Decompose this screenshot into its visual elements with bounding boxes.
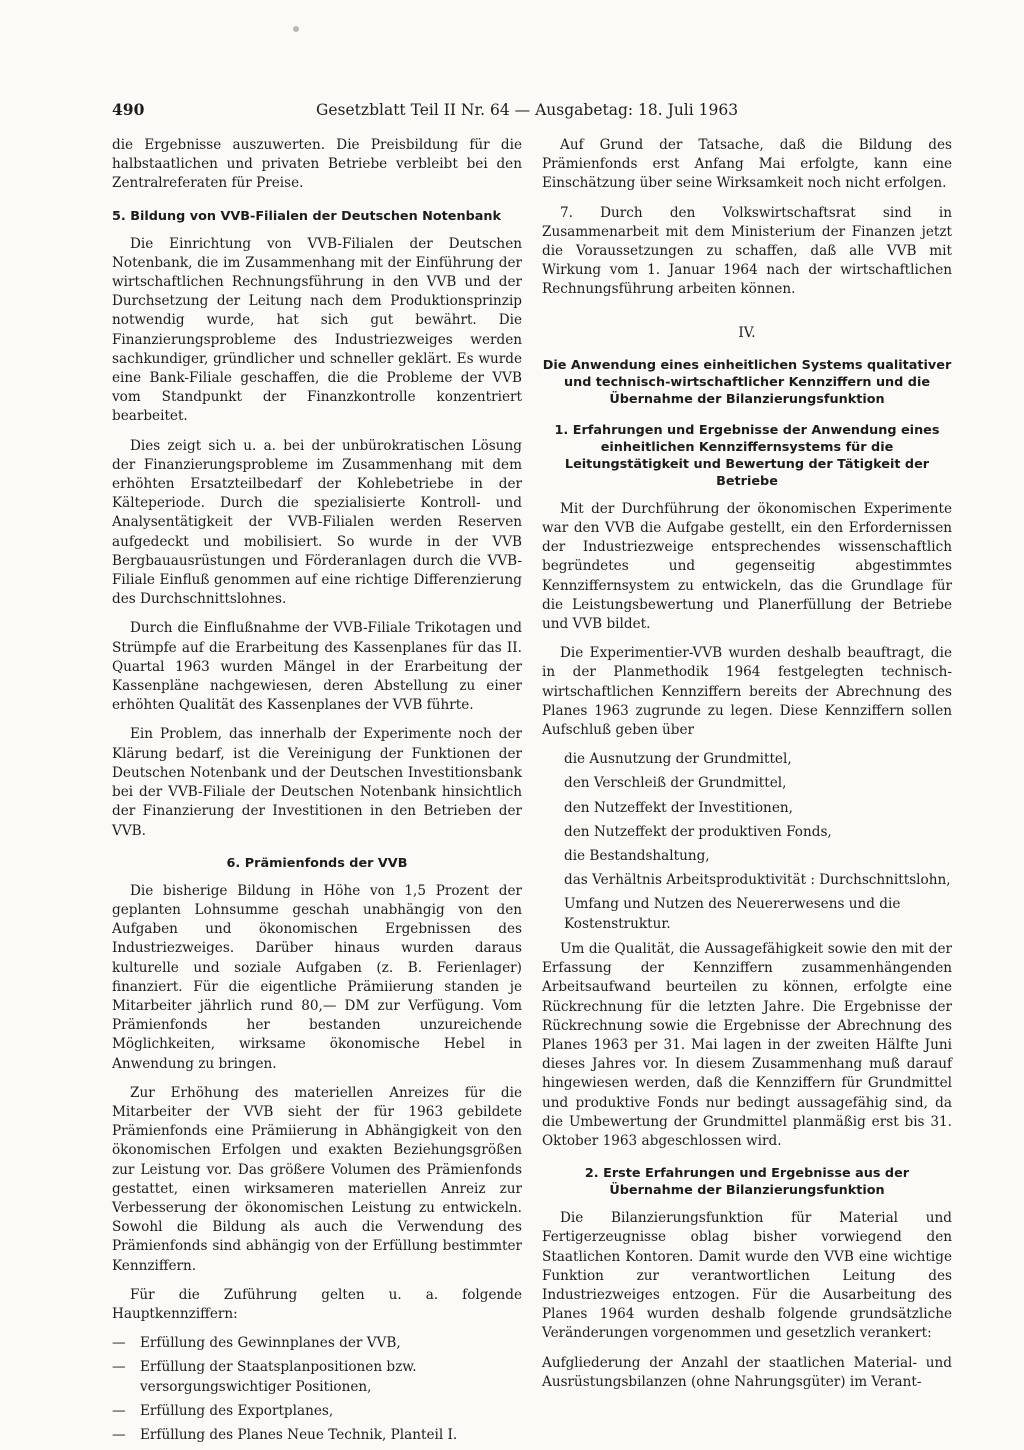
list-item-text: Erfüllung der Staatsplanpositionen bzw. versorgungswichtiger Positionen,	[140, 1359, 417, 1395]
list-item: das Verhältnis Arbeitsproduktivität : Durchschnittslohn,	[564, 872, 951, 889]
right-column	[542, 136, 952, 1402]
section-heading-5: 5. Bildung von VVB-Filialen der Deutschen Notenbank	[112, 208, 501, 224]
list-item: die Ausnutzung der Grundmittel,	[564, 751, 792, 768]
paragraph: Auf Grund der Tatsache, daß die Bildung des Prämienfonds erst Anfang Mai erfolgte, kann eine Einschätzung über seine Wirksamkeit noch nicht erfolgen.	[542, 137, 952, 192]
paragraph: Zur Erhöhung des materiellen Anreizes für die Mitarbeiter der VVB sieht der für 1963 gebildete Prämienfonds eine Prämiierung in Abhängigkeit von den ökonomischen Erfolgen und exakten Beziehungsgrößen zur Leistung vor. Das größere Volumen des Prämienfonds gestattet, einen wirksameren materiellen Anreiz zur Verbesserung der ökonomischen Leistung zu entwickeln. Sowohl die Bildung als auch die Verwendung des Prämienfonds sind abhängig von der Erfüllung bestimmter Kennziffern.	[112, 1084, 522, 1274]
paragraph: 7. Durch den Volkswirtschaftsrat sind in Zusammenarbeit mit dem Ministerium der Finanzen jetzt die Voraussetzungen zu schaffen, daß alle VVB mit Wirkung vom 1. Januar 1964 nach der wirtschaftlichen Rechnungsführung arbeiten können.	[542, 204, 952, 298]
list-item-text: Erfüllung des Planes Neue Technik, Planteil I.	[140, 1426, 458, 1443]
paragraph: die Ergebnisse auszuwerten. Die Preisbildung für die halbstaatlichen und privaten Betriebe verbleibt bei den Zentralreferaten für Preise.	[112, 137, 522, 192]
running-title: Gesetzblatt Teil II Nr. 64 — Ausgabetag: 18. Juli 1963	[316, 101, 739, 119]
paragraph: Die Einrichtung von VVB-Filialen der Deutschen Notenbank, die im Zusammenhang mit der Einführung der wirtschaftlichen Rechnungsführung in den VVB und der Durchsetzung der Leitung nach dem Produktionsprinzip notwendig wurde, hat sich gut bewährt. Die Finanzierungsprobleme des Industriezweiges werden sachkundiger, gründlicher und schneller geklärt. Es wurde eine Bank-Filiale geschaffen, die die Probleme der VVB vom Standpunkt der Finanzkontrolle konzentriert bearbeitet.	[112, 235, 522, 425]
paragraph: Die Experimentier-VVB wurden deshalb beauftragt, die in der Planmethodik 1964 festgelegten technisch-wirtschaftlichen Kennziffern bereits der Abrechnung des Planes 1963 zugrunde zu legen. Diese Kennziffern sollen Aufschluß geben über	[542, 645, 952, 739]
paragraph: Die bisherige Bildung in Höhe von 1,5 Prozent der geplanten Lohnsumme geschah unabhängig von den Aufgaben und ökonomischen Ergebnissen des Industriezweiges. Darüber hinaus wurden daraus kulturelle und soziale Aufgaben (z. B. Ferienlager) finanziert. Für die eigentliche Prämiierung standen je Mitarbeiter jährlich rund 80,— DM zur Verfügung. Vom Prämienfonds her bestanden unzureichende Möglichkeiten, wirksame ökonomische Hebel in Anwendung zu bringen.	[112, 882, 522, 1072]
paragraph: Für die Zuführung gelten u. a. folgende Hauptkennziffern:	[112, 1286, 522, 1322]
list-item: Umfang und Nutzen des Neuererwesens und die Kostenstruktur.	[564, 896, 901, 932]
subsection-heading-2: 2. Erste Erfahrungen und Ergebnisse aus der Übernahme der Bilanzierungsfunktion	[584, 1166, 910, 1199]
list-item-text: Erfüllung des Exportplanes,	[140, 1402, 334, 1419]
dash-bullet: —	[112, 1335, 126, 1352]
list-item	[112, 1402, 522, 1421]
list-item	[112, 1358, 522, 1396]
paragraph: Mit der Durchführung der ökonomischen Experimente war den VVB die Aufgabe gestellt, ein den Erfordernissen der Industriezweige entsprechendes wissenschaftlich begründetes und gegenseitig abgestimmtes Kennziffernsystem zu entwickeln, das die Grundlage für die Leistungsbewertung und Planerfüllung der Betriebe und VVB bildet.	[542, 500, 952, 633]
list-item-text: Erfüllung des Gewinnplanes der VVB,	[140, 1335, 401, 1352]
paragraph: Dies zeigt sich u. a. bei der unbürokratischen Lösung der Finanzierungsprobleme im Zusammenhang mit dem erhöhten Ersatzteilbedarf der Kohlebetriebe in der Kälteperiode. Durch die spezialisierte Kontroll- und Analysentätigkeit der VVB-Filialen werden Reserven aufgedeckt und mobilisiert. So wurde in der VVB Bergbauausrüstungen und Förderanlagen durch die VVB-Filiale Einfluß genommen auf eine richtige Differenzierung des Durchschnittslohnes.	[112, 437, 522, 608]
dash-bullet: —	[112, 1402, 126, 1419]
list-item: den Verschleiß der Grundmittel,	[564, 775, 787, 792]
key-figures-list	[112, 1334, 522, 1445]
list-item: den Nutzeffekt der Investitionen,	[564, 799, 793, 816]
paragraph: Um die Qualität, die Aussagefähigkeit sowie den mit der Erfassung der Kennziffern zusammenhängenden Arbeitsaufwand beurteilen zu können, erfolgte eine Rückrechnung für die letzten Jahre. Die Ergebnisse der Rückrechnung sowie die Ergebnisse der Abrechnung des Planes 1963 per 31. Mai lagen in der zweiten Hälfte Juni dieses Jahres vor. In diesem Zusammenhang muß darauf hingewiesen werden, daß die Kennziffern für Grundmittel und produktive Fonds nur bedingt aussagefähig sind, da die Umbewertung der Grundmittel planmäßig erst bis 31. Oktober 1963 abgeschlossen wird.	[542, 940, 952, 1149]
indicator-list	[542, 750, 952, 934]
page-number: 490	[112, 100, 145, 119]
section-title-iv: Die Anwendung eines einheitlichen Systems qualitativer und technisch-wirtschaftlicher Kennziffern und die Übernahme der Bilanzierungsfunktion	[542, 357, 952, 407]
paragraph: Aufgliederung der Anzahl der staatlichen Material- und Ausrüstungsbilanzen (ohne Nahrungsgüter) im Verant-	[542, 1354, 952, 1390]
paragraph: Ein Problem, das innerhalb der Experimente noch der Klärung bedarf, ist die Vereinigung der Funktionen der Deutschen Notenbank und der Deutschen Investitionsbank bei der VVB-Filiale der Deutschen Notenbank hinsichtlich der Finanzierung der Investitionen in den Betrieben der VVB.	[112, 726, 522, 839]
dash-bullet: —	[112, 1359, 126, 1376]
scan-speck	[293, 26, 299, 32]
paragraph: Die Bilanzierungsfunktion für Material und Fertigerzeugnisse oblag bisher vorwiegend den Staatlichen Kontoren. Damit wurde den VVB eine wichtige Funktion zur verantwortlichen Leitung des Industriezweiges entzogen. Für die Ausarbeitung des Planes 1964 wurden deshalb folgende grundsätzliche Veränderungen vorgenommen und gesetzlich verankert:	[542, 1210, 952, 1342]
paragraph: Durch die Einflußnahme der VVB-Filiale Trikotagen und Strümpfe auf die Erarbeitung des Kassenplanes für das II. Quartal 1963 wurden Mängel in der Erarbeitung der Kassenpläne nachgewiesen, deren Abstellung zu einer erhöhten Qualität des Kassenplanes der VVB führte.	[112, 620, 522, 714]
section-heading-6: 6. Prämienfonds der VVB	[226, 855, 408, 871]
left-column	[112, 136, 522, 1450]
roman-section-number: IV.	[738, 324, 756, 341]
list-item	[112, 1334, 522, 1353]
dash-bullet: —	[112, 1426, 126, 1443]
list-item: den Nutzeffekt der produktiven Fonds,	[564, 823, 832, 840]
subsection-heading-1: 1. Erfahrungen und Ergebnisse der Anwendung eines einheitlichen Kennziffernsystems für die Leitungstätigkeit und Bewertung der Tätigkeit der Betriebe	[554, 422, 940, 489]
list-item	[112, 1426, 522, 1445]
list-item: die Bestandshaltung,	[564, 848, 710, 865]
